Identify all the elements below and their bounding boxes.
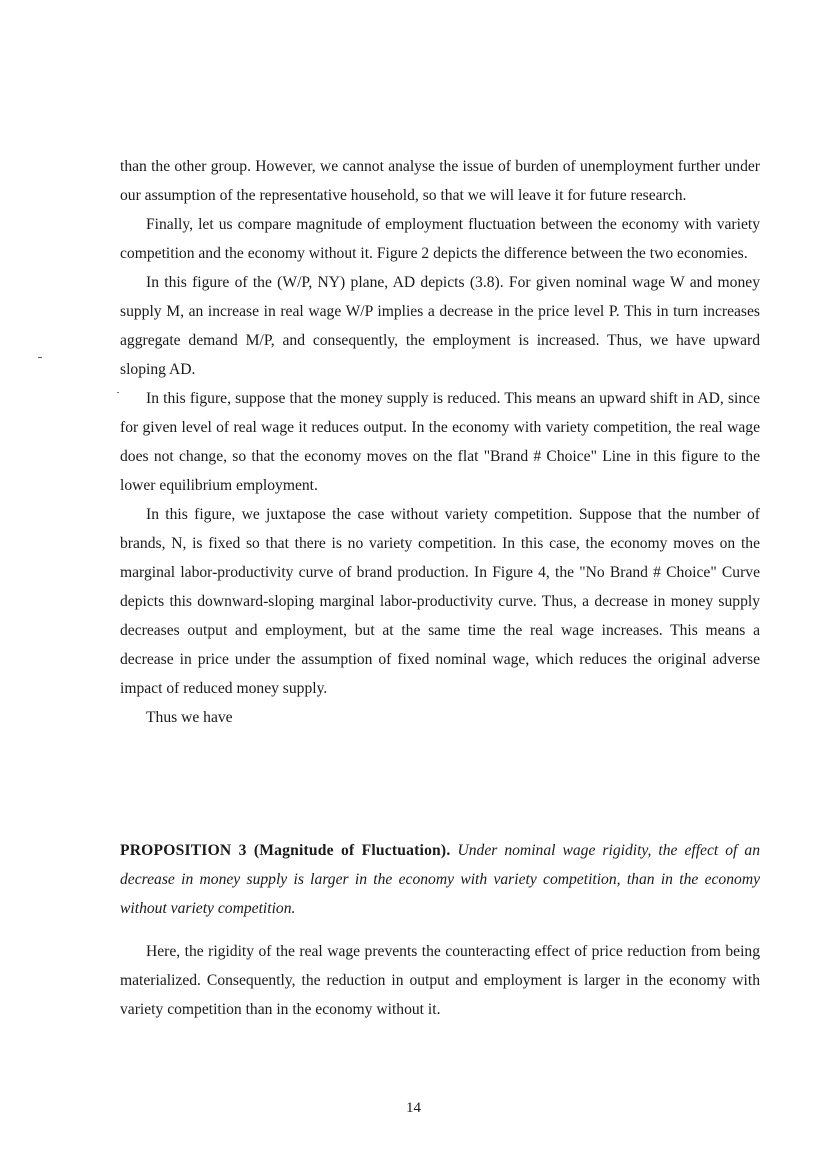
proposition-heading: PROPOSITION 3 (Magnitude of Fluctuation). bbox=[120, 842, 451, 859]
proposition-3 bbox=[120, 836, 760, 923]
page-number: 14 bbox=[406, 1100, 421, 1116]
paragraph-ad-curve: In this figure of the (W/P, NY) plane, AD depicts (3.8). For given nominal wage W and money supply M, an increase in real wage W/P implies a decrease in the price level P. This in turn increases aggregate demand M/P, and consequently, the employment is increased. Thus, we have upward sloping AD. bbox=[120, 274, 760, 378]
paragraph-thus-we-have: Thus we have bbox=[146, 709, 233, 726]
paragraph-continuation: than the other group. However, we cannot analyse the issue of burden of unemployment further under our assumption of the representative household, so that we will leave it for future research. bbox=[120, 158, 760, 204]
body-text-lower bbox=[120, 824, 760, 1024]
margin-mark bbox=[117, 392, 119, 393]
paragraph-fluctuation-comparison: Finally, let us compare magnitude of employment fluctuation between the economy with variety competition and the economy without it. Figure 2 depicts the difference between the two economies. bbox=[120, 216, 760, 262]
proposition-body: Under nominal wage rigidity, the effect of an decrease in money supply is larger in the economy with variety competition, than in the economy without variety competition. bbox=[120, 842, 761, 917]
margin-mark bbox=[38, 357, 42, 358]
paragraph-closing: Here, the rigidity of the real wage prevents the counteracting effect of price reduction from being materialized. Consequently, the reduction in output and employment is larger in the economy with variety competition than in the economy without it. bbox=[120, 943, 760, 1018]
body-text-upper bbox=[120, 152, 760, 732]
paragraph-no-variety-competition: In this figure, we juxtapose the case without variety competition. Suppose that the number of brands, N, is fixed so that there is no variety competition. In this case, the economy moves on the marginal labor-productivity curve of brand production. In Figure 4, the "No Brand # Choice" Curve depicts this downward-sloping marginal labor-productivity curve. Thus, a decrease in money supply decreases output and employment, but at the same time the real wage increases. This means a decrease in price under the assumption of fixed nominal wage, which reduces the original adverse impact of reduced money supply. bbox=[120, 506, 760, 697]
paragraph-money-supply-reduction: In this figure, suppose that the money supply is reduced. This means an upward shift in AD, since for given level of real wage it reduces output. In the economy with variety competition, the real wage does not change, so that the economy moves on the flat "Brand # Choice" Line in this figure to the lower equilibrium employment. bbox=[120, 390, 760, 494]
